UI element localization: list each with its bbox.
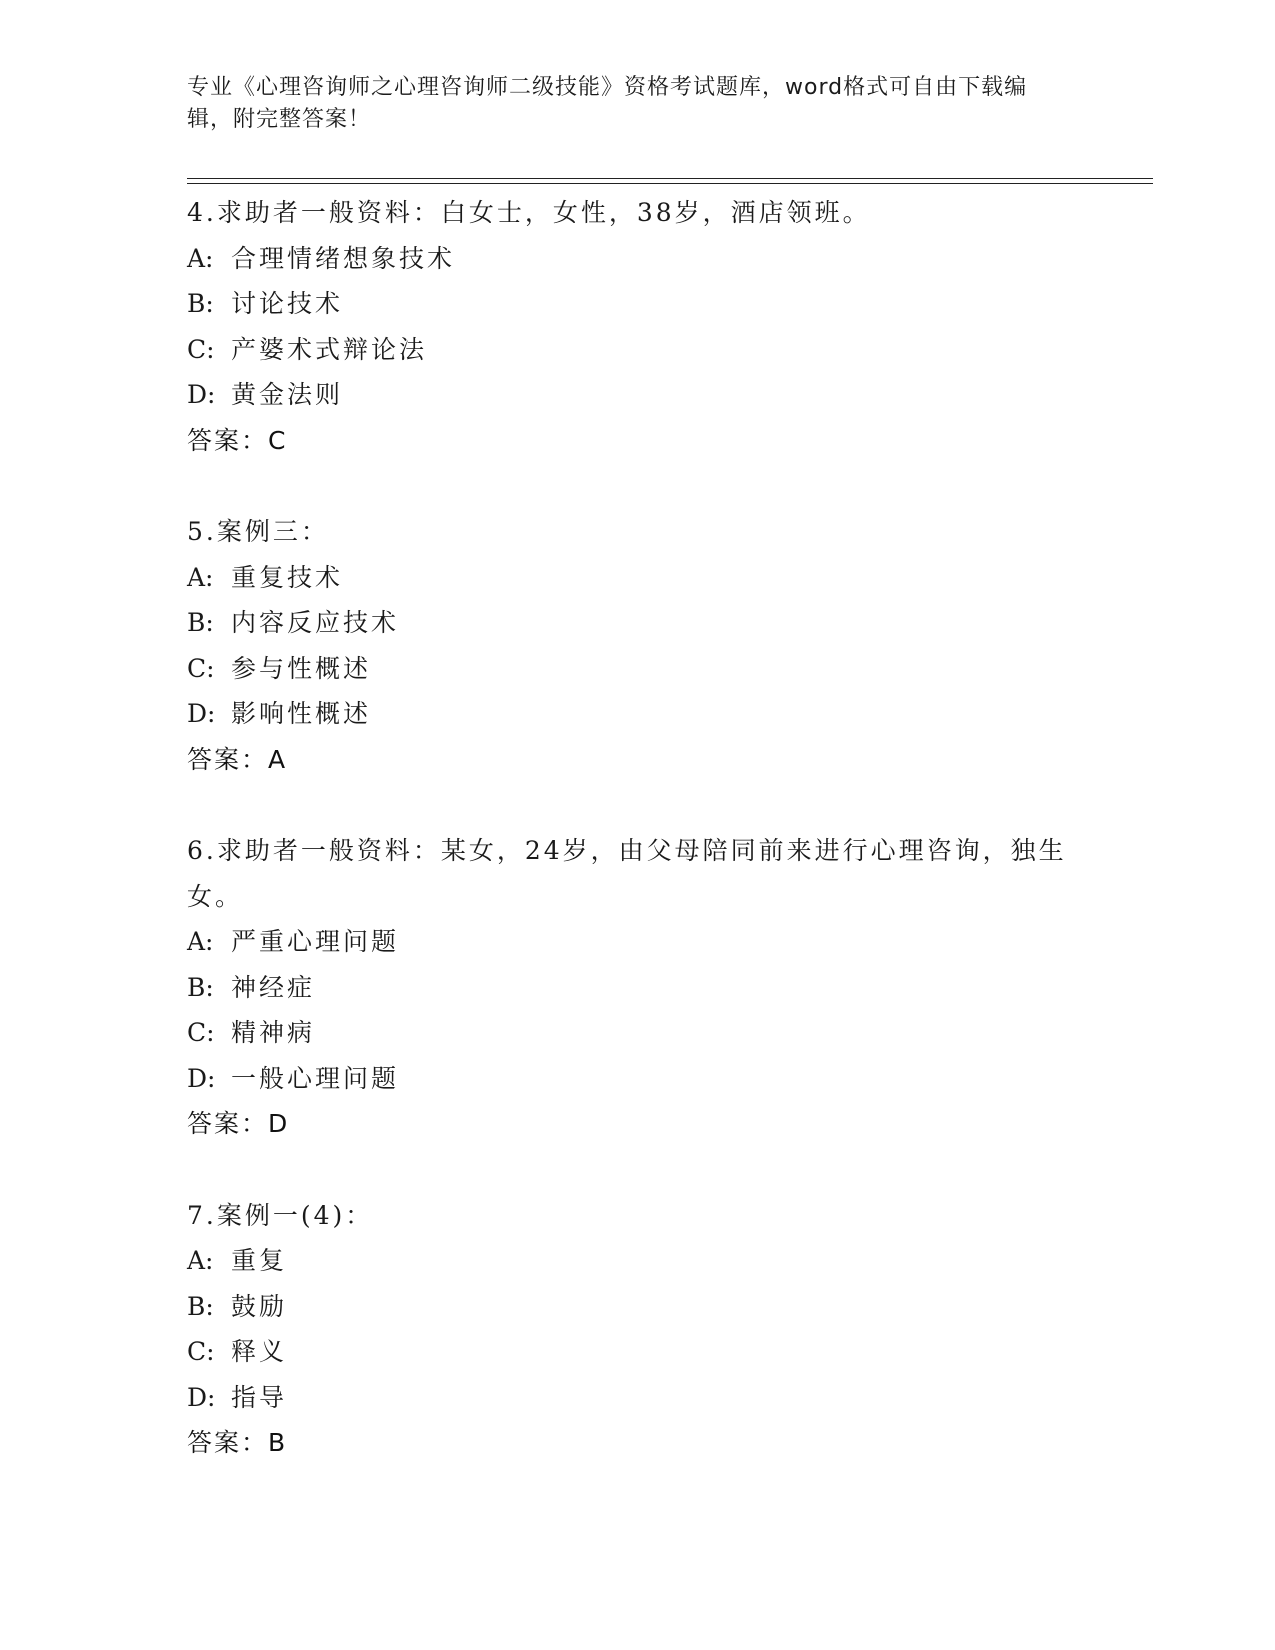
option-text: 精神病	[231, 1018, 316, 1047]
option-letter: B:	[187, 289, 214, 318]
option-b	[187, 1284, 1087, 1330]
answer-line: 答案：A	[187, 744, 288, 774]
option-letter: C:	[187, 1018, 215, 1047]
option-text: 严重心理问题	[231, 927, 400, 956]
option-b	[187, 600, 1087, 646]
option-d	[187, 1056, 1087, 1102]
answer-line: 答案：B	[187, 1428, 288, 1457]
question-item	[187, 190, 1087, 463]
option-text: 黄金法则	[231, 380, 344, 409]
option-letter: A:	[187, 927, 214, 956]
option-text: 鼓励	[231, 1291, 288, 1321]
option-letter: B:	[187, 972, 214, 1002]
option-text: 一般心理问题	[231, 1063, 400, 1093]
option-letter: D:	[187, 1382, 216, 1412]
option-text: 合理情绪想象技术	[231, 243, 456, 273]
question-item	[187, 509, 1087, 782]
question-title: 4.求助者一般资料：白女士，女性，38岁，酒店领班。	[187, 198, 871, 227]
option-text: 内容反应技术	[231, 608, 400, 637]
question-item	[187, 1193, 1087, 1466]
option-text: 讨论技术	[231, 289, 344, 318]
option-letter: B:	[187, 608, 214, 637]
header-divider-bottom	[187, 183, 1153, 184]
option-b	[187, 281, 1087, 327]
option-letter: B:	[187, 1291, 214, 1321]
option-a	[187, 236, 1087, 282]
option-c	[187, 327, 1087, 373]
question-item	[187, 828, 1087, 1147]
option-text: 重复	[231, 1246, 288, 1275]
answer-line: 答案：D	[187, 1109, 290, 1138]
option-letter: A:	[187, 562, 214, 592]
option-d	[187, 372, 1087, 418]
option-letter: A:	[187, 243, 214, 273]
question-title: 5.案例三：	[187, 517, 329, 546]
option-letter: D:	[187, 380, 216, 409]
option-a	[187, 1238, 1087, 1284]
question-list	[187, 190, 1087, 1512]
question-title: 7.案例一(4)：	[187, 1200, 374, 1230]
option-text: 指导	[231, 1382, 288, 1412]
option-text: 产婆术式辩论法	[231, 334, 428, 364]
option-c	[187, 1329, 1087, 1375]
option-text: 释义	[231, 1337, 288, 1366]
option-d	[187, 1375, 1087, 1421]
option-c	[187, 1010, 1087, 1056]
option-b	[187, 965, 1087, 1011]
option-c	[187, 646, 1087, 692]
option-text: 参与性概述	[231, 653, 372, 683]
option-text: 影响性概述	[231, 699, 372, 728]
option-d	[187, 691, 1087, 737]
header-divider-top	[187, 178, 1153, 179]
option-letter: A:	[187, 1246, 214, 1275]
option-text: 神经症	[231, 972, 316, 1002]
option-letter: C:	[187, 1337, 215, 1366]
option-letter: C:	[187, 334, 215, 364]
answer-line: 答案：C	[187, 425, 288, 455]
option-a	[187, 555, 1087, 601]
option-letter: D:	[187, 699, 216, 728]
option-a	[187, 919, 1087, 965]
question-title: 6.求助者一般资料：某女，24岁，由父母陪同前来进行心理咨询，独生女。	[187, 836, 1067, 911]
option-letter: C:	[187, 653, 215, 683]
option-text: 重复技术	[231, 562, 344, 592]
option-letter: D:	[187, 1063, 216, 1093]
document-header: 专业《心理咨询师之心理咨询师二级技能》资格考试题库，word格式可自由下载编辑，附完整答案！	[187, 75, 1028, 132]
